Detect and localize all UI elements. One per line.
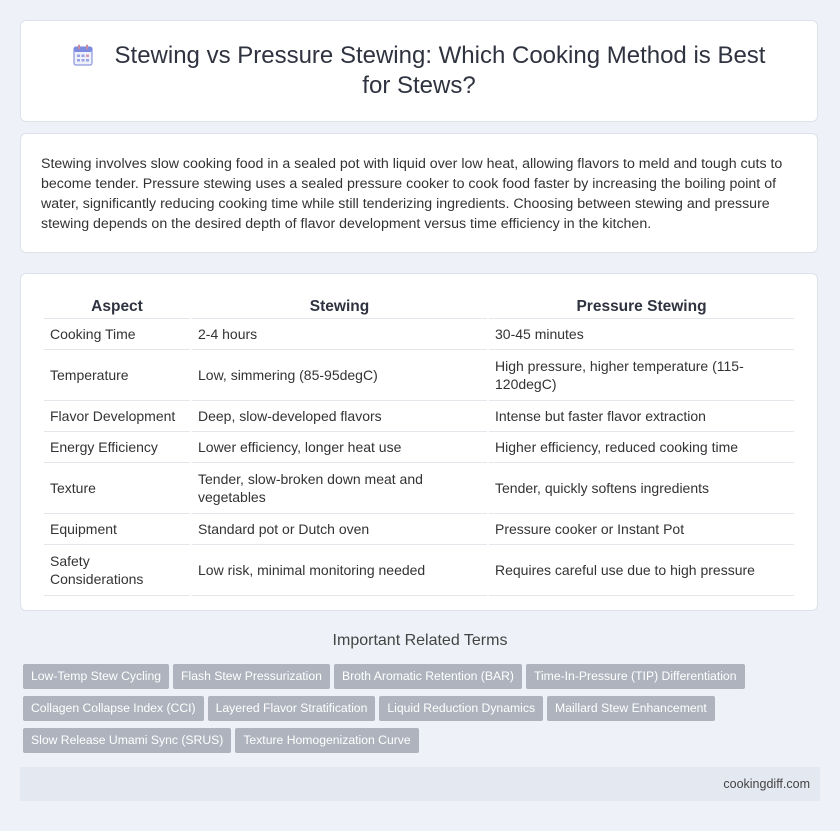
calendar-icon xyxy=(73,44,93,66)
comparison-table xyxy=(42,294,796,596)
row-aspect: Safety Considerations xyxy=(44,545,190,596)
row-pressure-stewing: 30-45 minutes xyxy=(489,319,794,350)
row-pressure-stewing: Higher efficiency, reduced cooking time xyxy=(489,432,794,463)
title-wrap xyxy=(21,41,817,101)
row-aspect: Cooking Time xyxy=(44,319,190,350)
row-stewing: Lower efficiency, longer heat use xyxy=(192,432,487,463)
footer-site-link[interactable]: cookingdiff.com xyxy=(723,777,810,791)
page-title-text: Stewing vs Pressure Stewing: Which Cooking Method is Best for Stews? xyxy=(114,42,766,99)
related-terms-list xyxy=(23,664,823,760)
row-pressure-stewing: Intense but faster flavor extraction xyxy=(489,401,794,432)
intro-text: Stewing involves slow cooking food in a sealed pot with liquid over low heat, allowing flavors to meld and tough cuts to become tender. Pressure stewing uses a sealed pressure cooker to cook food faster by increasing the boiling point of water, significantly reducing cooking time while still tenderizing ingredients. Choosing between stewing and pressure stewing depends on the desired depth of flavor development versus time efficiency in the kitchen. xyxy=(41,156,783,232)
table-row xyxy=(44,401,794,432)
table-row xyxy=(44,545,794,596)
table-header-row xyxy=(44,294,794,319)
row-aspect: Flavor Development xyxy=(44,401,190,432)
row-pressure-stewing: Requires careful use due to high pressure xyxy=(489,545,794,596)
table-row xyxy=(44,350,794,401)
row-pressure-stewing: Tender, quickly softens ingredients xyxy=(489,463,794,514)
row-stewing: Standard pot or Dutch oven xyxy=(192,514,487,545)
header-card xyxy=(20,20,818,122)
comparison-card xyxy=(20,273,818,611)
related-term-tag[interactable]: Broth Aromatic Retention (BAR) xyxy=(334,664,522,689)
related-term-tag[interactable]: Flash Stew Pressurization xyxy=(173,664,330,689)
row-aspect: Texture xyxy=(44,463,190,514)
row-pressure-stewing: High pressure, higher temperature (115-120degC) xyxy=(489,350,794,401)
row-stewing: 2-4 hours xyxy=(192,319,487,350)
related-term-tag[interactable]: Maillard Stew Enhancement xyxy=(547,696,715,721)
row-aspect: Energy Efficiency xyxy=(44,432,190,463)
related-term-tag[interactable]: Time-In-Pressure (TIP) Differentiation xyxy=(526,664,745,689)
row-stewing: Tender, slow-broken down meat and vegetables xyxy=(192,463,487,514)
table-row xyxy=(44,514,794,545)
table-row xyxy=(44,463,794,514)
table-row xyxy=(44,432,794,463)
related-term-tag[interactable]: Slow Release Umami Sync (SRUS) xyxy=(23,728,231,753)
related-term-tag[interactable]: Texture Homogenization Curve xyxy=(235,728,418,753)
table-row xyxy=(44,319,794,350)
row-stewing: Low risk, minimal monitoring needed xyxy=(192,545,487,596)
page-title xyxy=(61,41,777,101)
related-term-tag[interactable]: Collagen Collapse Index (CCI) xyxy=(23,696,204,721)
footer xyxy=(20,767,820,801)
related-terms-title: Important Related Terms xyxy=(332,632,508,649)
header-aspect: Aspect xyxy=(44,294,190,319)
row-aspect: Equipment xyxy=(44,514,190,545)
related-term-tag[interactable]: Layered Flavor Stratification xyxy=(208,696,376,721)
related-term-tag[interactable]: Low-Temp Stew Cycling xyxy=(23,664,169,689)
related-term-tag[interactable]: Liquid Reduction Dynamics xyxy=(379,696,543,721)
intro-card xyxy=(20,133,818,253)
header-stewing: Stewing xyxy=(192,294,487,319)
row-stewing: Low, simmering (85-95degC) xyxy=(192,350,487,401)
row-pressure-stewing: Pressure cooker or Instant Pot xyxy=(489,514,794,545)
header-pressure-stewing: Pressure Stewing xyxy=(489,294,794,319)
row-stewing: Deep, slow-developed flavors xyxy=(192,401,487,432)
row-aspect: Temperature xyxy=(44,350,190,401)
